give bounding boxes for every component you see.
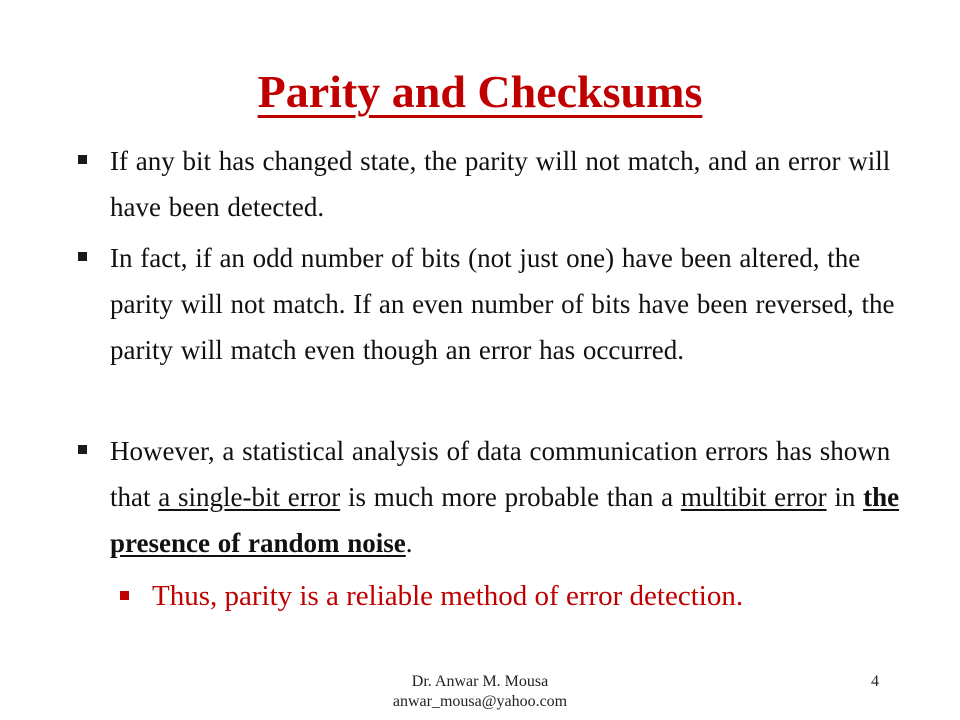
bullet-item-3 bbox=[78, 428, 912, 566]
underlined-multibit-error: multibit error bbox=[680, 482, 827, 512]
page-number: 4 bbox=[871, 673, 879, 690]
slide-title: Parity and Checksums bbox=[257, 66, 703, 117]
bullet-text-3-part2: is much more probable than a bbox=[340, 482, 681, 512]
footer-author: Dr. Anwar M. Mousa bbox=[411, 673, 549, 690]
bullet-item-1 bbox=[78, 138, 912, 230]
square-bullet-icon bbox=[120, 591, 129, 600]
footer bbox=[330, 672, 630, 712]
square-bullet-icon bbox=[78, 445, 87, 454]
bullet-text-1: If any bit has changed state, the parity will not match, and an error will have been detected. bbox=[110, 146, 891, 222]
square-bullet-icon bbox=[78, 155, 87, 164]
sub-bullet-text: Thus, parity is a reliable method of error detection. bbox=[152, 580, 744, 612]
bullet-text-2: In fact, if an odd number of bits (not just one) have been altered, the parity will not match. If an even number of bits have been reversed, the parity will match even though an error has occurred. bbox=[110, 243, 895, 365]
footer-email: anwar_mousa@yahoo.com bbox=[392, 693, 568, 710]
bold-underlined-random-noise: the presence of random noise bbox=[110, 482, 900, 558]
bullet-text-3-part3: in bbox=[826, 482, 864, 512]
square-bullet-icon bbox=[78, 252, 87, 261]
bullet-text-3-part4: . bbox=[405, 528, 413, 558]
bullet-item-2 bbox=[78, 235, 912, 373]
sub-bullet-item bbox=[120, 574, 920, 618]
bullet-text-3 bbox=[110, 428, 912, 566]
underlined-single-bit-error: a single-bit error bbox=[158, 482, 341, 512]
bullet-text-3-part1: However, a statistical analysis of data communication errors has shown that bbox=[110, 436, 891, 512]
